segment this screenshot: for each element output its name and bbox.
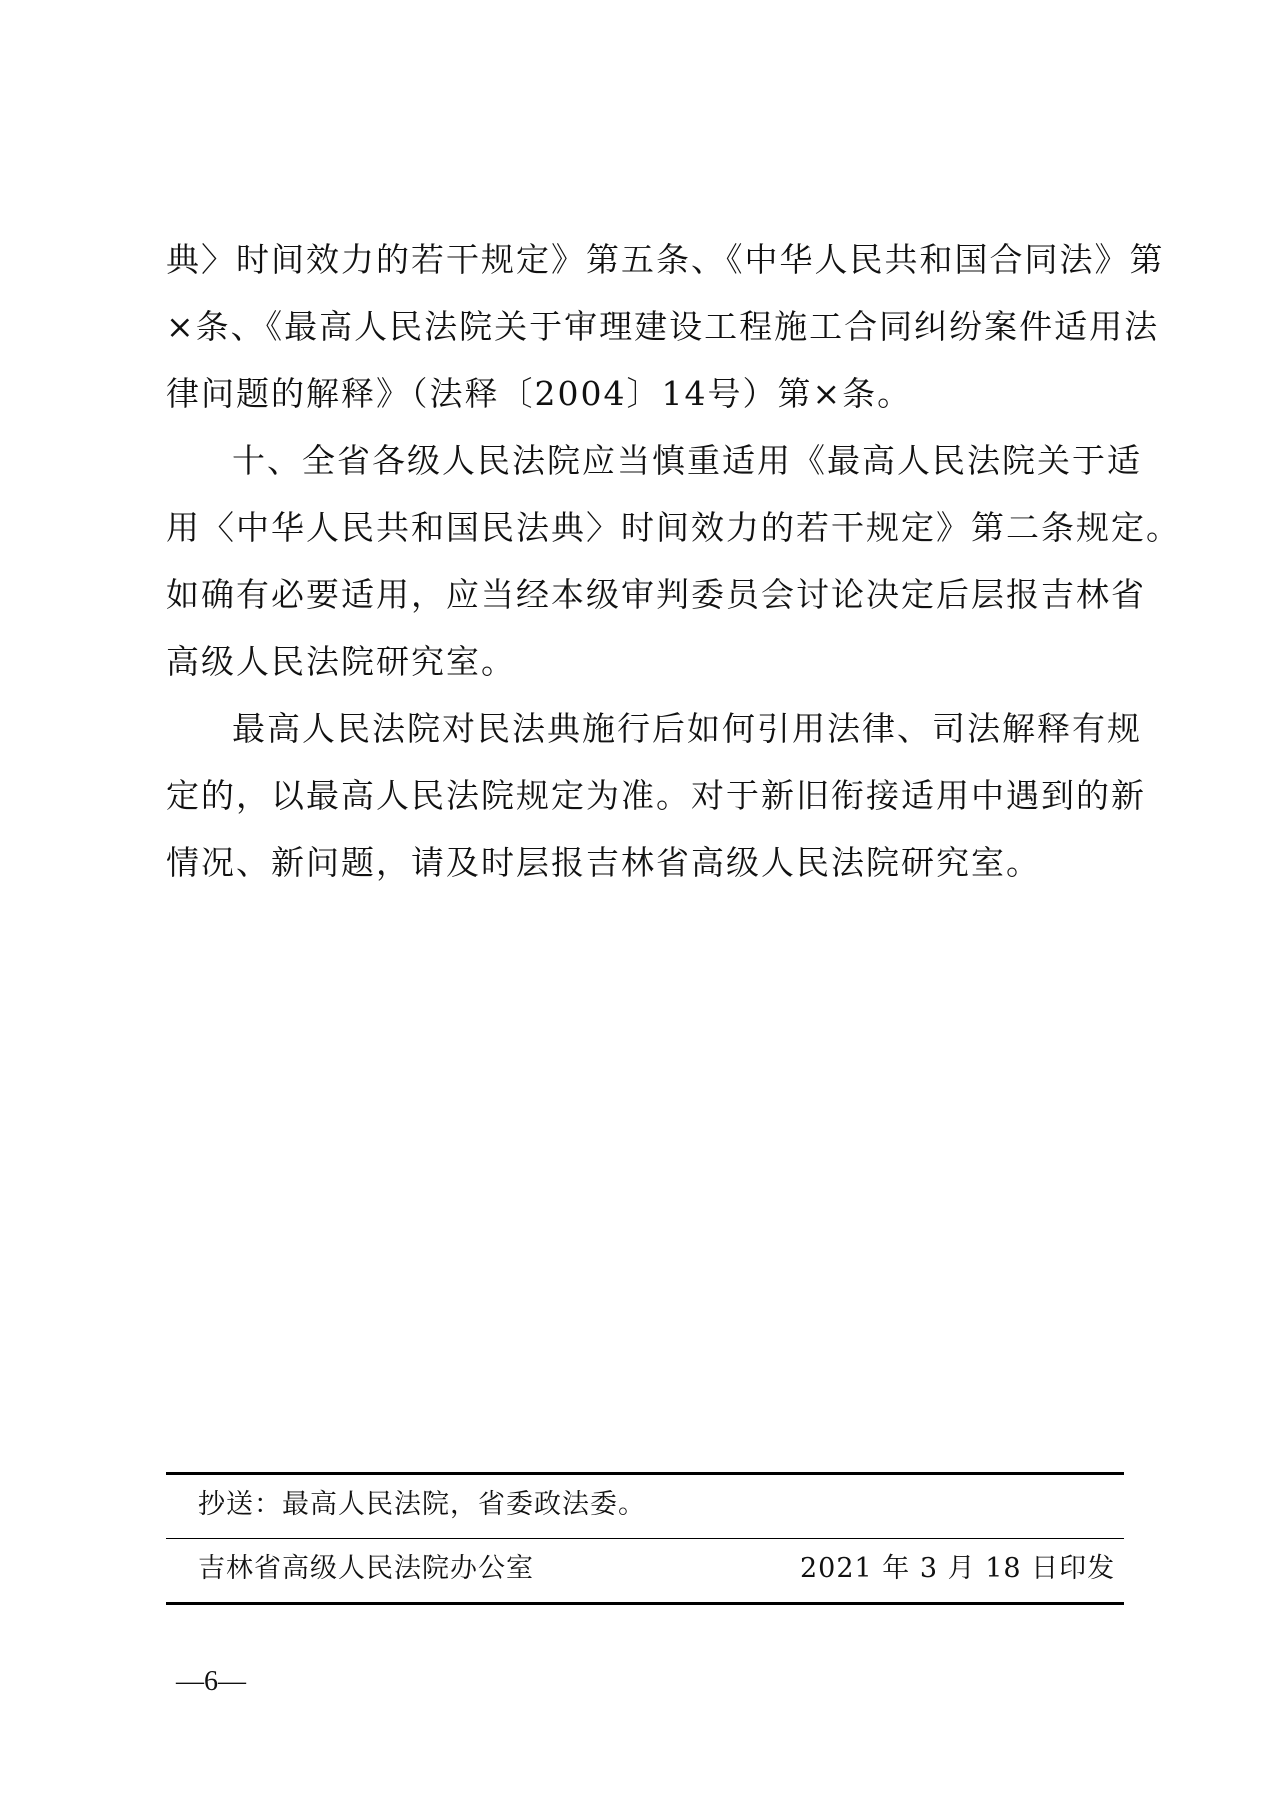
body-line-2: ×条、《最高人民法院关于审理建设工程施工合同纠纷案件适用法 (166, 307, 1160, 346)
cc-line: 抄送：最高人民法院，省委政法委。 (198, 1489, 646, 1520)
paragraph-ten-line-1: 十、全省各级人民法院应当慎重适用《最高人民法院关于适 (232, 441, 1142, 480)
issuer-office: 吉林省高级人民法院办公室 (198, 1553, 534, 1584)
footer-middle-rule (166, 1538, 1124, 1539)
paragraph-ten-line-3: 如确有必要适用，应当经本级审判委员会讨论决定后层报吉林省 (166, 575, 1146, 614)
body-line-3: 律问题的解释》（法释〔2004〕14号）第×条。 (166, 374, 913, 413)
page-number: —6— (176, 1666, 246, 1697)
paragraph-ten-line-2: 用〈中华人民共和国民法典〉时间效力的若干规定》第二条规定。 (166, 508, 1181, 547)
footer-bottom-rule (166, 1602, 1124, 1605)
closing-paragraph-line-3: 情况、新问题，请及时层报吉林省高级人民法院研究室。 (166, 843, 1041, 882)
issue-date: 2021 年 3 月 18 日印发 (800, 1553, 1116, 1584)
paragraph-ten-line-4: 高级人民法院研究室。 (166, 642, 516, 681)
closing-paragraph-line-2: 定的，以最高人民法院规定为准。对于新旧衔接适用中遇到的新 (166, 776, 1146, 815)
footer-top-rule (166, 1472, 1124, 1475)
body-line-1: 典〉时间效力的若干规定》第五条、《中华人民共和国合同法》第 (166, 240, 1165, 279)
closing-paragraph-line-1: 最高人民法院对民法典施行后如何引用法律、司法解释有规 (232, 709, 1142, 748)
